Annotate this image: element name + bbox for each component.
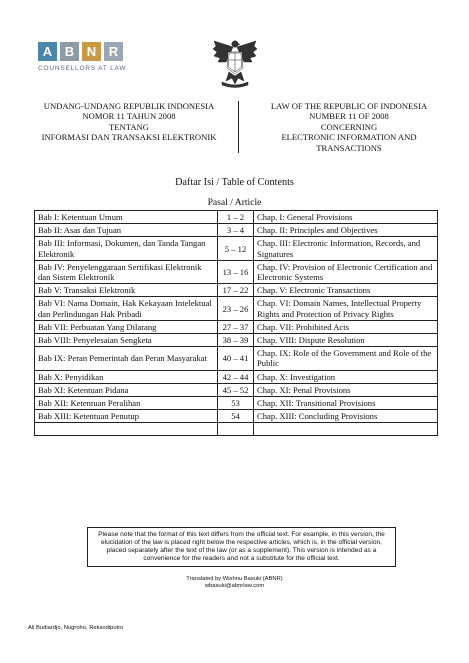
table-row-empty	[35, 423, 438, 436]
translator-credit	[0, 576, 469, 590]
toc-chapter-id: Bab I: Ketentuan Umum	[35, 211, 218, 224]
toc-article-range	[218, 423, 254, 436]
toc-article-range: 38 – 39	[218, 334, 254, 347]
toc-chapter-en: Chap. VII: Prohibited Acts	[254, 320, 438, 333]
table-row	[35, 237, 438, 260]
toc-chapter-id: Bab XI: Ketentuan Pidana	[35, 383, 218, 396]
table-row	[35, 320, 438, 333]
toc-chapter-en: Chap. VIII: Dispute Resolution	[254, 334, 438, 347]
abnr-logo	[38, 42, 126, 72]
toc-chapter-id: Bab VI: Nama Domain, Hak Kekayaan Intelektual dan Perlindungan Hak Pribadi	[35, 297, 218, 320]
toc-article-range: 13 – 16	[218, 260, 254, 283]
toc-article-range: 1 – 2	[218, 211, 254, 224]
table-row	[35, 224, 438, 237]
toc-chapter-id: Bab XII: Ketentuan Peralihan	[35, 397, 218, 410]
format-disclaimer-note: Please note that the format of this text differs from the official text. For example, in this version, the elucidation of the law is placed right below the respective articles, which is, in the official version, placed separately after the text of the law (or as a supplement). This version is intended as a convenience for the readers and not a substitute for the official text.	[87, 527, 396, 567]
toc-chapter-id: Bab VII: Perbuatan Yang Dilarang	[35, 320, 218, 333]
toc-article-range: 27 – 37	[218, 320, 254, 333]
translator-name: Translated by Wishnu Basuki (ABNR)	[186, 576, 283, 582]
toc-chapter-en: Chap. I: General Provisions	[254, 211, 438, 224]
toc-article-range: 54	[218, 410, 254, 423]
logo-letter-r: R	[104, 42, 123, 61]
toc-title: Daftar Isi / Table of Contents	[175, 177, 294, 188]
header-right-line-2: NUMBER 11 OF 2008	[309, 111, 389, 122]
toc-article-range: 42 – 44	[218, 370, 254, 383]
toc-article-range: 53	[218, 397, 254, 410]
toc-chapter-id	[35, 423, 218, 436]
toc-chapter-id: Bab V: Transaksi Elektronik	[35, 284, 218, 297]
toc-chapter-id: Bab XIII: Ketentuan Penutup	[35, 410, 218, 423]
header-left-line-1: UNDANG-UNDANG REPUBLIK INDONESIA	[43, 101, 215, 111]
logo-letter-boxes	[38, 42, 126, 61]
toc-chapter-en: Chap. XI: Penal Provisions	[254, 383, 438, 396]
toc-article-range: 23 – 26	[218, 297, 254, 320]
table-row	[35, 284, 438, 297]
header-left-line-4: INFORMASI DAN TRANSAKSI ELEKTRONIK	[41, 132, 217, 143]
toc-column-heading: Pasal / Article	[207, 197, 262, 208]
footer-firm-name: Ali Budiardjo, Nugroho, Reksodiputro	[28, 625, 124, 631]
header-right-line-4: ELECTRONIC INFORMATION AND	[281, 132, 417, 143]
header-right-line-5: TRANSACTIONS	[316, 142, 382, 153]
toc-chapter-en: Chap. II: Principles and Objectives	[254, 224, 438, 237]
toc-chapter-en: Chap. IX: Role of the Government and Role of the Public	[254, 347, 438, 370]
toc-chapter-id: Bab III: Informasi, Dokumen, dan Tanda Tangan Elektronik	[35, 237, 218, 260]
translator-email: wbasuki@abnrlaw.com	[204, 583, 265, 589]
toc-article-range: 3 – 4	[218, 224, 254, 237]
table-row	[35, 211, 438, 224]
toc-chapter-id: Bab VIII: Penyelesaian Sengketa	[35, 334, 218, 347]
table-row	[35, 334, 438, 347]
toc-chapter-en: Chap. X: Investigation	[254, 370, 438, 383]
toc-chapter-en: Chap. VI: Domain Names, Intellectual Property Rights and Protection of Privacy Rights	[254, 297, 438, 320]
toc-chapter-en: Chap. XII: Transitional Provisions	[254, 397, 438, 410]
table-row	[35, 347, 438, 370]
toc-chapter-en: Chap. III: Electronic Information, Records, and Signatures	[254, 237, 438, 260]
logo-letter-a: A	[38, 42, 57, 61]
toc-article-range: 40 – 41	[218, 347, 254, 370]
header-right-line-1: LAW OF THE REPUBLIC OF INDONESIA	[270, 101, 428, 111]
toc-chapter-id: Bab X: Penyidikan	[35, 370, 218, 383]
toc-article-range: 45 – 52	[218, 383, 254, 396]
header-indonesian-title	[22, 101, 236, 143]
header-left-line-3: TENTANG	[109, 121, 149, 132]
toc-article-range: 5 – 12	[218, 237, 254, 260]
toc-chapter-en: Chap. XIII: Concluding Provisions	[254, 410, 438, 423]
toc-chapter-en: Chap. IV: Provision of Electronic Certification and Electronic Systems	[254, 260, 438, 283]
toc-article-range: 17 – 22	[218, 284, 254, 297]
table-row	[35, 370, 438, 383]
toc-table	[34, 210, 438, 436]
header-right-line-3: CONCERNING	[320, 121, 378, 132]
garuda-emblem-icon	[212, 38, 258, 88]
toc-chapter-en: Chap. V: Electronic Transactions	[254, 284, 438, 297]
table-row	[35, 410, 438, 423]
logo-letter-b: B	[60, 42, 79, 61]
table-row	[35, 397, 438, 410]
header-left-line-2: NOMOR 11 TAHUN 2008	[82, 111, 176, 122]
table-row	[35, 383, 438, 396]
toc-chapter-id: Bab II: Asas dan Tujuan	[35, 224, 218, 237]
logo-letter-n: N	[82, 42, 101, 61]
header-english-title	[244, 101, 454, 153]
header-divider	[238, 101, 239, 153]
toc-chapter-id: Bab IV: Penyelenggaraan Sertifikasi Elektronik dan Sistem Elektronik	[35, 260, 218, 283]
toc-chapter-en	[254, 423, 438, 436]
table-row	[35, 260, 438, 283]
toc-chapter-id: Bab IX: Peran Pemerintah dan Peran Masyarakat	[35, 347, 218, 370]
logo-tagline: COUNSELLORS AT LAW	[38, 65, 127, 72]
table-row	[35, 297, 438, 320]
